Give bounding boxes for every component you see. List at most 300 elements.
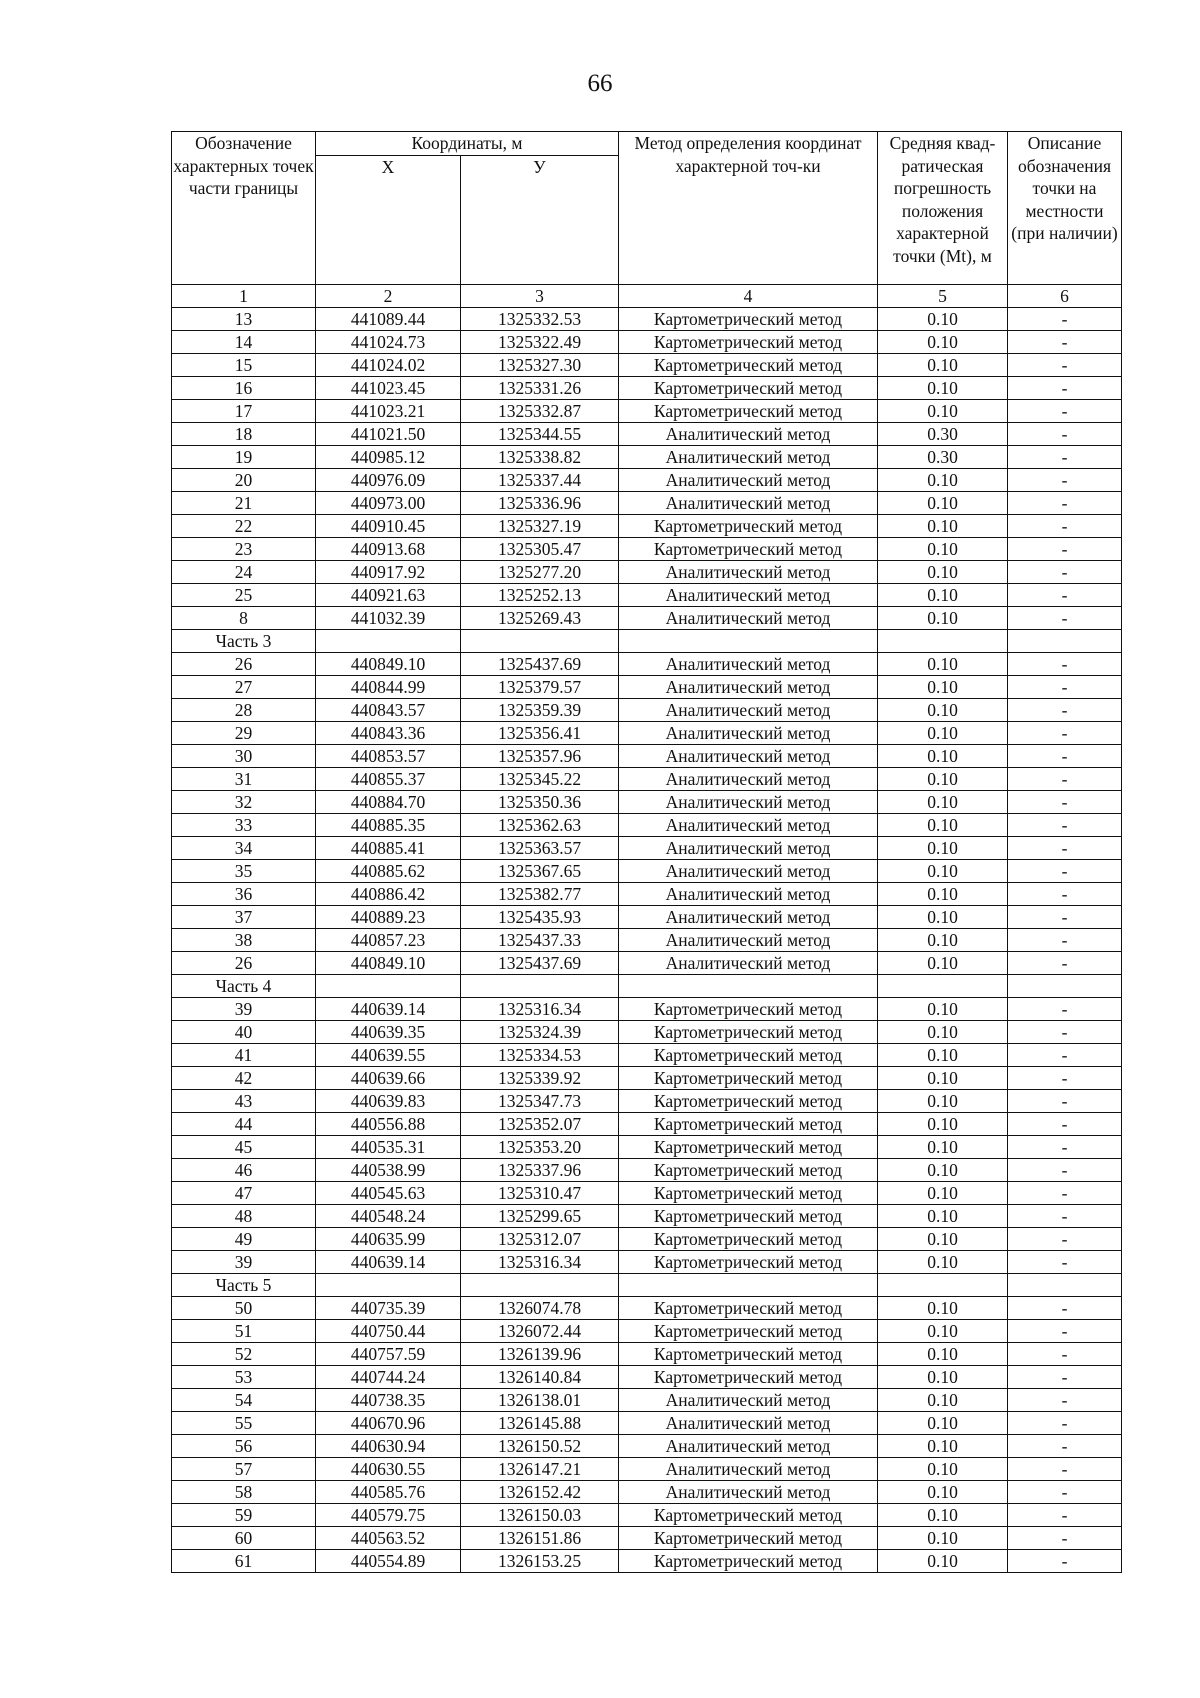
y-cell: 1325277.20 — [461, 560, 619, 583]
description-cell: - — [1008, 1296, 1122, 1319]
table-row — [172, 1227, 1122, 1250]
method-cell: Аналитический метод — [619, 468, 878, 491]
table-row — [172, 997, 1122, 1020]
point-cell: 31 — [172, 767, 316, 790]
y-cell: 1325331.26 — [461, 376, 619, 399]
table-row — [172, 514, 1122, 537]
error-cell: 0.10 — [878, 330, 1008, 353]
x-cell: 440670.96 — [316, 1411, 461, 1434]
part-header-row — [172, 629, 1122, 652]
method-cell: Аналитический метод — [619, 560, 878, 583]
error-cell: 0.10 — [878, 859, 1008, 882]
error-cell: 0.10 — [878, 790, 1008, 813]
y-cell: 1325310.47 — [461, 1181, 619, 1204]
error-cell: 0.10 — [878, 491, 1008, 514]
description-cell: - — [1008, 1388, 1122, 1411]
column-number: 5 — [878, 284, 1008, 307]
method-cell: Картометрический метод — [619, 1043, 878, 1066]
method-cell: Аналитический метод — [619, 583, 878, 606]
column-number: 1 — [172, 284, 316, 307]
point-cell: 39 — [172, 1250, 316, 1273]
error-cell: 0.10 — [878, 1066, 1008, 1089]
method-cell: Аналитический метод — [619, 698, 878, 721]
x-cell: 440630.94 — [316, 1434, 461, 1457]
table-row — [172, 1457, 1122, 1480]
method-cell: Картометрический метод — [619, 1158, 878, 1181]
x-cell: 440889.23 — [316, 905, 461, 928]
method-cell: Аналитический метод — [619, 422, 878, 445]
table-row — [172, 1549, 1122, 1572]
empty-cell — [1008, 1273, 1122, 1296]
y-cell: 1325337.96 — [461, 1158, 619, 1181]
x-cell: 440585.76 — [316, 1480, 461, 1503]
x-cell: 440843.36 — [316, 721, 461, 744]
table-row — [172, 1503, 1122, 1526]
error-cell: 0.10 — [878, 675, 1008, 698]
method-cell: Картометрический метод — [619, 1526, 878, 1549]
y-cell: 1325352.07 — [461, 1112, 619, 1135]
method-cell: Аналитический метод — [619, 721, 878, 744]
empty-cell — [878, 1273, 1008, 1296]
empty-cell — [619, 1273, 878, 1296]
x-cell: 441024.73 — [316, 330, 461, 353]
table-row — [172, 790, 1122, 813]
error-cell: 0.10 — [878, 882, 1008, 905]
point-cell: 40 — [172, 1020, 316, 1043]
y-cell: 1325322.49 — [461, 330, 619, 353]
method-cell: Аналитический метод — [619, 1388, 878, 1411]
x-cell: 440738.35 — [316, 1388, 461, 1411]
point-cell: 33 — [172, 813, 316, 836]
method-cell: Картометрический метод — [619, 376, 878, 399]
point-cell: 44 — [172, 1112, 316, 1135]
table-row — [172, 859, 1122, 882]
x-cell: 440535.31 — [316, 1135, 461, 1158]
y-cell: 1325334.53 — [461, 1043, 619, 1066]
empty-cell — [619, 974, 878, 997]
y-cell: 1326138.01 — [461, 1388, 619, 1411]
part-label: Часть 5 — [172, 1273, 316, 1296]
error-cell: 0.10 — [878, 1388, 1008, 1411]
error-cell: 0.10 — [878, 1526, 1008, 1549]
table-row — [172, 1112, 1122, 1135]
point-cell: 48 — [172, 1204, 316, 1227]
table-row — [172, 698, 1122, 721]
point-cell: 59 — [172, 1503, 316, 1526]
y-cell: 1326150.03 — [461, 1503, 619, 1526]
y-cell: 1325327.30 — [461, 353, 619, 376]
method-cell: Картометрический метод — [619, 1342, 878, 1365]
point-cell: 29 — [172, 721, 316, 744]
description-cell: - — [1008, 376, 1122, 399]
method-cell: Аналитический метод — [619, 652, 878, 675]
x-cell: 440985.12 — [316, 445, 461, 468]
x-cell: 441032.39 — [316, 606, 461, 629]
y-cell: 1325350.36 — [461, 790, 619, 813]
method-cell: Картометрический метод — [619, 1181, 878, 1204]
description-cell: - — [1008, 836, 1122, 859]
description-cell: - — [1008, 537, 1122, 560]
error-cell: 0.10 — [878, 1434, 1008, 1457]
error-cell: 0.10 — [878, 836, 1008, 859]
x-cell: 440556.88 — [316, 1112, 461, 1135]
method-cell: Аналитический метод — [619, 928, 878, 951]
point-cell: 19 — [172, 445, 316, 468]
table-row — [172, 1342, 1122, 1365]
error-cell: 0.10 — [878, 1503, 1008, 1526]
table-row — [172, 376, 1122, 399]
y-cell: 1325332.53 — [461, 307, 619, 330]
x-cell: 440639.14 — [316, 1250, 461, 1273]
description-cell: - — [1008, 1250, 1122, 1273]
table-row — [172, 1365, 1122, 1388]
y-cell: 1325379.57 — [461, 675, 619, 698]
page-number: 66 — [587, 70, 613, 97]
error-cell: 0.10 — [878, 1549, 1008, 1572]
method-cell: Аналитический метод — [619, 767, 878, 790]
description-cell: - — [1008, 583, 1122, 606]
table-row — [172, 560, 1122, 583]
column-number: 4 — [619, 284, 878, 307]
point-cell: 23 — [172, 537, 316, 560]
x-cell: 440886.42 — [316, 882, 461, 905]
point-cell: 56 — [172, 1434, 316, 1457]
description-cell: - — [1008, 1319, 1122, 1342]
method-cell: Картометрический метод — [619, 307, 878, 330]
point-cell: 18 — [172, 422, 316, 445]
error-cell: 0.10 — [878, 399, 1008, 422]
error-cell: 0.10 — [878, 606, 1008, 629]
method-cell: Аналитический метод — [619, 1434, 878, 1457]
column-number: 6 — [1008, 284, 1122, 307]
point-cell: 50 — [172, 1296, 316, 1319]
empty-cell — [316, 1273, 461, 1296]
empty-cell — [1008, 974, 1122, 997]
y-cell: 1325324.39 — [461, 1020, 619, 1043]
y-cell: 1325299.65 — [461, 1204, 619, 1227]
point-cell: 34 — [172, 836, 316, 859]
y-cell: 1325363.57 — [461, 836, 619, 859]
description-cell: - — [1008, 1503, 1122, 1526]
x-cell: 441023.21 — [316, 399, 461, 422]
error-cell: 0.10 — [878, 514, 1008, 537]
point-cell: 41 — [172, 1043, 316, 1066]
x-cell: 440579.75 — [316, 1503, 461, 1526]
error-cell: 0.10 — [878, 1020, 1008, 1043]
point-cell: 15 — [172, 353, 316, 376]
description-cell: - — [1008, 905, 1122, 928]
point-cell: 28 — [172, 698, 316, 721]
x-cell: 440639.83 — [316, 1089, 461, 1112]
part-header-row — [172, 1273, 1122, 1296]
point-cell: 26 — [172, 652, 316, 675]
error-cell: 0.10 — [878, 468, 1008, 491]
part-label: Часть 4 — [172, 974, 316, 997]
header-point: Обозначение характерных точек части границы — [172, 132, 316, 285]
table-row — [172, 583, 1122, 606]
table-row — [172, 537, 1122, 560]
description-cell: - — [1008, 422, 1122, 445]
x-cell: 440744.24 — [316, 1365, 461, 1388]
table-row — [172, 1158, 1122, 1181]
y-cell: 1325356.41 — [461, 721, 619, 744]
y-cell: 1326151.86 — [461, 1526, 619, 1549]
header-y: У — [461, 155, 619, 284]
empty-cell — [316, 974, 461, 997]
error-cell: 0.10 — [878, 1342, 1008, 1365]
table-row — [172, 307, 1122, 330]
y-cell: 1326150.52 — [461, 1434, 619, 1457]
point-cell: 60 — [172, 1526, 316, 1549]
table-row — [172, 468, 1122, 491]
y-cell: 1325382.77 — [461, 882, 619, 905]
point-cell: 32 — [172, 790, 316, 813]
point-cell: 16 — [172, 376, 316, 399]
point-cell: 46 — [172, 1158, 316, 1181]
point-cell: 27 — [172, 675, 316, 698]
point-cell: 45 — [172, 1135, 316, 1158]
point-cell: 22 — [172, 514, 316, 537]
table-row — [172, 330, 1122, 353]
table-row — [172, 1135, 1122, 1158]
table-row — [172, 445, 1122, 468]
point-cell: 39 — [172, 997, 316, 1020]
description-cell: - — [1008, 997, 1122, 1020]
table-row — [172, 1411, 1122, 1434]
x-cell: 440548.24 — [316, 1204, 461, 1227]
description-cell: - — [1008, 675, 1122, 698]
y-cell: 1325252.13 — [461, 583, 619, 606]
error-cell: 0.10 — [878, 376, 1008, 399]
method-cell: Картометрический метод — [619, 997, 878, 1020]
description-cell: - — [1008, 1457, 1122, 1480]
point-cell: 38 — [172, 928, 316, 951]
method-cell: Аналитический метод — [619, 1457, 878, 1480]
x-cell: 441023.45 — [316, 376, 461, 399]
error-cell: 0.10 — [878, 537, 1008, 560]
description-cell: - — [1008, 1158, 1122, 1181]
x-cell: 440630.55 — [316, 1457, 461, 1480]
method-cell: Картометрический метод — [619, 537, 878, 560]
table-row — [172, 882, 1122, 905]
table-row — [172, 721, 1122, 744]
method-cell: Картометрический метод — [619, 330, 878, 353]
description-cell: - — [1008, 1181, 1122, 1204]
point-cell: 26 — [172, 951, 316, 974]
x-cell: 440844.99 — [316, 675, 461, 698]
point-cell: 43 — [172, 1089, 316, 1112]
y-cell: 1325344.55 — [461, 422, 619, 445]
x-cell: 440855.37 — [316, 767, 461, 790]
table-row — [172, 606, 1122, 629]
empty-cell — [878, 629, 1008, 652]
method-cell: Картометрический метод — [619, 1135, 878, 1158]
error-cell: 0.30 — [878, 422, 1008, 445]
column-number: 3 — [461, 284, 619, 307]
table-row — [172, 1020, 1122, 1043]
table-row — [172, 744, 1122, 767]
x-cell: 440545.63 — [316, 1181, 461, 1204]
y-cell: 1325338.82 — [461, 445, 619, 468]
x-cell: 440913.68 — [316, 537, 461, 560]
error-cell: 0.10 — [878, 1135, 1008, 1158]
error-cell: 0.10 — [878, 1296, 1008, 1319]
error-cell: 0.10 — [878, 721, 1008, 744]
method-cell: Аналитический метод — [619, 951, 878, 974]
method-cell: Картометрический метод — [619, 1365, 878, 1388]
description-cell: - — [1008, 353, 1122, 376]
description-cell: - — [1008, 1112, 1122, 1135]
table-row — [172, 675, 1122, 698]
y-cell: 1325345.22 — [461, 767, 619, 790]
header-description: Описание обозначения точки на местности (при наличии) — [1008, 132, 1122, 285]
error-cell: 0.10 — [878, 1250, 1008, 1273]
point-cell: 36 — [172, 882, 316, 905]
y-cell: 1326152.42 — [461, 1480, 619, 1503]
x-cell: 440976.09 — [316, 468, 461, 491]
error-cell: 0.10 — [878, 767, 1008, 790]
error-cell: 0.10 — [878, 1043, 1008, 1066]
method-cell: Картометрический метод — [619, 1204, 878, 1227]
method-cell: Картометрический метод — [619, 399, 878, 422]
y-cell: 1325357.96 — [461, 744, 619, 767]
point-cell: 37 — [172, 905, 316, 928]
y-cell: 1326140.84 — [461, 1365, 619, 1388]
x-cell: 440843.57 — [316, 698, 461, 721]
method-cell: Аналитический метод — [619, 813, 878, 836]
description-cell: - — [1008, 1480, 1122, 1503]
table-row — [172, 951, 1122, 974]
table-row — [172, 1089, 1122, 1112]
coordinates-table — [171, 131, 1122, 1573]
point-cell: 25 — [172, 583, 316, 606]
description-cell: - — [1008, 1365, 1122, 1388]
point-cell: 20 — [172, 468, 316, 491]
method-cell: Аналитический метод — [619, 445, 878, 468]
y-cell: 1326072.44 — [461, 1319, 619, 1342]
empty-cell — [1008, 629, 1122, 652]
y-cell: 1326074.78 — [461, 1296, 619, 1319]
description-cell: - — [1008, 491, 1122, 514]
error-cell: 0.10 — [878, 1319, 1008, 1342]
y-cell: 1325312.07 — [461, 1227, 619, 1250]
x-cell: 441021.50 — [316, 422, 461, 445]
point-cell: 30 — [172, 744, 316, 767]
table-row — [172, 1480, 1122, 1503]
y-cell: 1326145.88 — [461, 1411, 619, 1434]
header-method: Метод определения координат характерной точ-ки — [619, 132, 878, 285]
error-cell: 0.10 — [878, 307, 1008, 330]
table-row — [172, 813, 1122, 836]
x-cell: 440750.44 — [316, 1319, 461, 1342]
point-cell: 58 — [172, 1480, 316, 1503]
error-cell: 0.10 — [878, 997, 1008, 1020]
error-cell: 0.10 — [878, 1158, 1008, 1181]
y-cell: 1325336.96 — [461, 491, 619, 514]
description-cell: - — [1008, 1089, 1122, 1112]
column-numbers-row — [172, 284, 1122, 307]
description-cell: - — [1008, 767, 1122, 790]
x-cell: 440857.23 — [316, 928, 461, 951]
table-row — [172, 1066, 1122, 1089]
x-cell: 440639.14 — [316, 997, 461, 1020]
method-cell: Аналитический метод — [619, 882, 878, 905]
method-cell: Аналитический метод — [619, 836, 878, 859]
description-cell: - — [1008, 1135, 1122, 1158]
y-cell: 1325437.33 — [461, 928, 619, 951]
x-cell: 440554.89 — [316, 1549, 461, 1572]
point-cell: 17 — [172, 399, 316, 422]
x-cell: 440639.55 — [316, 1043, 461, 1066]
y-cell: 1325362.63 — [461, 813, 619, 836]
method-cell: Картометрический метод — [619, 1089, 878, 1112]
error-cell: 0.10 — [878, 813, 1008, 836]
table-row — [172, 1434, 1122, 1457]
method-cell: Картометрический метод — [619, 1296, 878, 1319]
y-cell: 1326139.96 — [461, 1342, 619, 1365]
error-cell: 0.10 — [878, 1457, 1008, 1480]
method-cell: Аналитический метод — [619, 491, 878, 514]
error-cell: 0.10 — [878, 1480, 1008, 1503]
table-row — [172, 491, 1122, 514]
x-cell: 440563.52 — [316, 1526, 461, 1549]
error-cell: 0.10 — [878, 744, 1008, 767]
method-cell: Картометрический метод — [619, 514, 878, 537]
description-cell: - — [1008, 399, 1122, 422]
description-cell: - — [1008, 698, 1122, 721]
x-cell: 441024.02 — [316, 353, 461, 376]
column-number: 2 — [316, 284, 461, 307]
x-cell: 440538.99 — [316, 1158, 461, 1181]
description-cell: - — [1008, 1526, 1122, 1549]
y-cell: 1325332.87 — [461, 399, 619, 422]
point-cell: 52 — [172, 1342, 316, 1365]
header-error: Средняя квад-ратическая погрешность положения характерной точки (Mt), м — [878, 132, 1008, 285]
table-row — [172, 1388, 1122, 1411]
x-cell: 440884.70 — [316, 790, 461, 813]
empty-cell — [878, 974, 1008, 997]
y-cell: 1325347.73 — [461, 1089, 619, 1112]
point-cell: 61 — [172, 1549, 316, 1572]
header-coordinates: Координаты, м — [316, 132, 619, 156]
error-cell: 0.10 — [878, 1112, 1008, 1135]
point-cell: 14 — [172, 330, 316, 353]
table-row — [172, 1319, 1122, 1342]
x-cell: 440849.10 — [316, 951, 461, 974]
y-cell: 1325316.34 — [461, 1250, 619, 1273]
empty-cell — [461, 629, 619, 652]
error-cell: 0.10 — [878, 1227, 1008, 1250]
x-cell: 440639.66 — [316, 1066, 461, 1089]
method-cell: Аналитический метод — [619, 790, 878, 813]
description-cell: - — [1008, 1204, 1122, 1227]
part-label: Часть 3 — [172, 629, 316, 652]
x-cell: 440917.92 — [316, 560, 461, 583]
error-cell: 0.10 — [878, 1204, 1008, 1227]
point-cell: 55 — [172, 1411, 316, 1434]
error-cell: 0.10 — [878, 560, 1008, 583]
y-cell: 1326153.25 — [461, 1549, 619, 1572]
x-cell: 440635.99 — [316, 1227, 461, 1250]
error-cell: 0.10 — [878, 583, 1008, 606]
error-cell: 0.10 — [878, 951, 1008, 974]
y-cell: 1325353.20 — [461, 1135, 619, 1158]
x-cell: 440885.41 — [316, 836, 461, 859]
method-cell: Аналитический метод — [619, 744, 878, 767]
description-cell: - — [1008, 790, 1122, 813]
point-cell: 51 — [172, 1319, 316, 1342]
y-cell: 1325337.44 — [461, 468, 619, 491]
